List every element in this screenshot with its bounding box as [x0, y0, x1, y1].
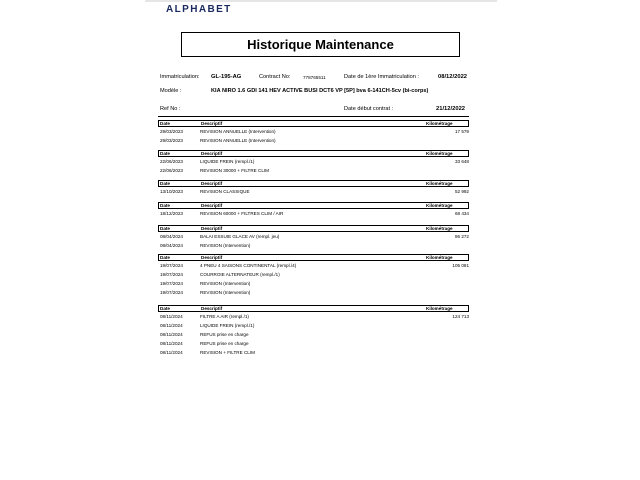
row-date: 08/04/2024 — [160, 233, 183, 239]
immat-label: Immatriculation: — [160, 74, 200, 80]
column-descriptif-header: Descriptif — [201, 121, 223, 126]
column-descriptif-header: Descriptif — [201, 255, 223, 260]
row-descriptif: FILTRE A AIR (rempl./1) — [200, 313, 249, 319]
column-date-header: Date — [160, 226, 170, 231]
column-descriptif-header: Descriptif — [201, 181, 223, 186]
date-debut-label: Date début contrat : — [344, 106, 394, 112]
column-kilometrage-header: Kilométrage — [426, 181, 453, 186]
date-immat-label: Date de 1ère Immatriculation : — [344, 74, 419, 80]
column-kilometrage-header: Kilométrage — [426, 203, 453, 208]
row-descriptif: BALAI ESSUIE GLACE AV (rempl. jeu) — [200, 233, 280, 239]
table-row — [160, 350, 469, 357]
column-descriptif-header: Descriptif — [201, 203, 223, 208]
table-row — [160, 290, 469, 297]
header-divider — [158, 116, 469, 117]
table-row — [160, 323, 469, 330]
ref-label: Ref No : — [160, 106, 181, 112]
row-descriptif: REVISION (Intervention) — [200, 242, 251, 248]
table-row — [160, 332, 469, 339]
section-header — [158, 180, 469, 187]
row-descriptif: LIQUIDE FREIN (rempl./1) — [200, 158, 255, 164]
column-descriptif-header: Descriptif — [201, 306, 223, 311]
immat-value: GL-195-AG — [211, 74, 242, 80]
column-kilometrage-header: Kilométrage — [426, 306, 453, 311]
table-row — [160, 243, 469, 250]
row-kilometrage: 86 272 — [454, 233, 469, 239]
row-date: 19/07/2024 — [160, 290, 183, 296]
section-header — [158, 150, 469, 157]
row-date: 08/11/2024 — [160, 331, 183, 337]
modele-value: KIA NIRO 1.6 GDI 141 HEV ACTIVE BUSI DCT6 VP [5P] bva 6-141CH-5cv (bi-corps) — [211, 88, 429, 94]
row-descriptif: 4 PNEU 4 SAISONS CONTINENTAL (rempl./4) — [200, 262, 297, 268]
column-date-header: Date — [160, 306, 170, 311]
document-title: Historique Maintenance — [181, 32, 460, 57]
column-kilometrage-header: Kilométrage — [426, 151, 453, 156]
column-kilometrage-header: Kilométrage — [426, 121, 453, 126]
page-top-edge — [145, 0, 497, 2]
row-date: 22/06/2023 — [160, 158, 183, 164]
row-date: 08/11/2024 — [160, 322, 183, 328]
row-date: 08/11/2024 — [160, 350, 183, 356]
row-date: 22/06/2023 — [160, 167, 183, 173]
row-date: 29/03/2023 — [160, 137, 183, 143]
row-kilometrage: 68 434 — [454, 210, 469, 216]
section-header — [158, 225, 469, 232]
row-descriptif: REVISION (Intervention) — [200, 290, 251, 296]
section-header — [158, 254, 469, 261]
row-descriptif: REFUS prise en charge — [200, 341, 249, 347]
row-kilometrage: 33 648 — [454, 158, 469, 164]
row-descriptif: REVISION 30000 + FILTRE CLIM — [200, 167, 269, 173]
row-descriptif: REFUS prise en charge — [200, 331, 249, 337]
alphabet-logo: ALPHABET — [166, 4, 232, 15]
row-date: 19/07/2024 — [160, 271, 183, 277]
row-descriptif: REVISION 60000 + FILTRES CLIM / AIR — [200, 210, 284, 216]
section-header — [158, 202, 469, 209]
table-row — [160, 211, 469, 218]
column-descriptif-header: Descriptif — [201, 151, 223, 156]
row-date: 19/07/2024 — [160, 262, 183, 268]
row-descriptif: REVISION CLASSIQUE — [200, 188, 250, 194]
row-kilometrage: 17 579 — [454, 128, 469, 134]
row-descriptif: REVISION + FILTRE CLIM — [200, 350, 255, 356]
row-date: 29/03/2023 — [160, 128, 183, 134]
row-date: 18/12/2023 — [160, 210, 183, 216]
row-descriptif: COURROIE ALTERNATEUR (rempl./1) — [200, 271, 280, 277]
column-date-header: Date — [160, 203, 170, 208]
table-row — [160, 263, 469, 270]
table-row — [160, 189, 469, 196]
row-descriptif: REVISION ANNUELLE (Intervention) — [200, 128, 276, 134]
row-date: 13/10/2023 — [160, 188, 183, 194]
table-row — [160, 234, 469, 241]
modele-label: Modèle : — [160, 88, 182, 94]
row-descriptif: LIQUIDE FREIN (rempl./1) — [200, 322, 255, 328]
table-row — [160, 281, 469, 288]
row-date: 08/11/2024 — [160, 313, 183, 319]
column-date-header: Date — [160, 151, 170, 156]
column-date-header: Date — [160, 121, 170, 126]
row-kilometrage: 105 081 — [452, 262, 469, 268]
table-row — [160, 341, 469, 348]
row-kilometrage: 124 713 — [452, 313, 469, 319]
table-row — [160, 159, 469, 166]
row-date: 08/11/2024 — [160, 341, 183, 347]
column-descriptif-header: Descriptif — [201, 226, 223, 231]
date-debut-value: 21/12/2022 — [436, 106, 466, 112]
table-row — [160, 129, 469, 136]
table-row — [160, 314, 469, 321]
table-row — [160, 168, 469, 175]
column-date-header: Date — [160, 181, 170, 186]
section-header — [158, 305, 469, 312]
row-date: 08/04/2024 — [160, 242, 183, 248]
table-row — [160, 138, 469, 145]
contract-value: 778765511 — [303, 74, 326, 80]
column-date-header: Date — [160, 255, 170, 260]
row-date: 19/07/2024 — [160, 280, 183, 286]
row-descriptif: REVISION ANNUELLE (Intervention) — [200, 137, 276, 143]
contract-label: Contract No: — [259, 74, 291, 80]
date-immat-value: 08/12/2022 — [438, 74, 468, 80]
table-row — [160, 272, 469, 279]
column-kilometrage-header: Kilométrage — [426, 226, 453, 231]
section-header — [158, 120, 469, 127]
row-kilometrage: 52 992 — [454, 188, 469, 194]
row-descriptif: REVISION (Intervention) — [200, 280, 251, 286]
column-kilometrage-header: Kilométrage — [426, 255, 453, 260]
